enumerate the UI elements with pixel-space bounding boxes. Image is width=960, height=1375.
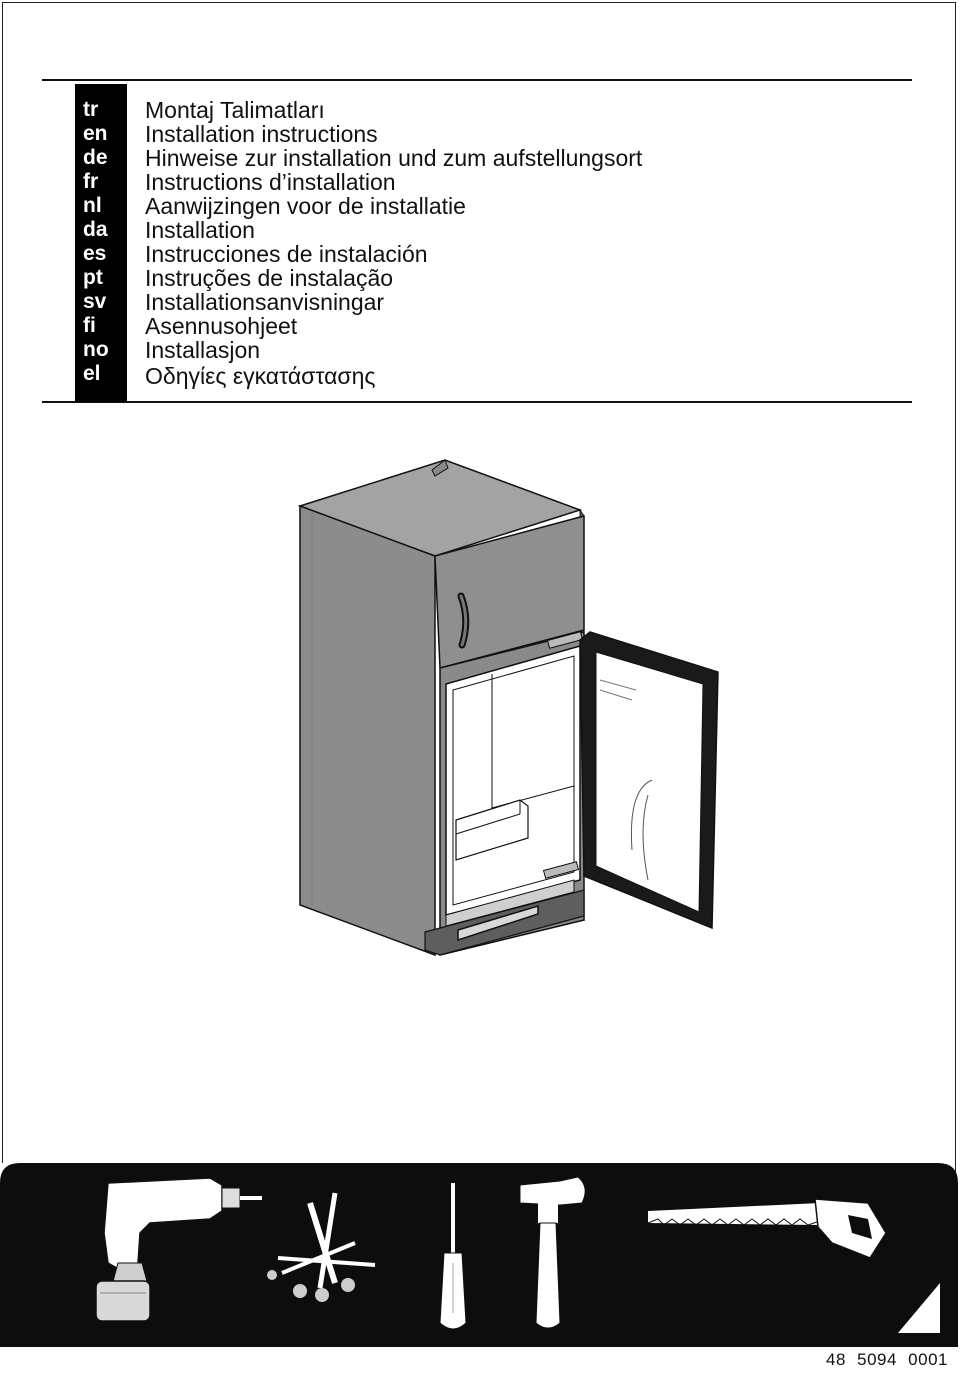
- lang-code-el: el: [83, 362, 101, 385]
- title-en: Installation instructions: [145, 121, 378, 147]
- title-da: Installation: [145, 217, 255, 243]
- title-es: Instrucciones de instalación: [145, 241, 428, 267]
- lang-code-da: da: [83, 218, 108, 241]
- title-fi: Asennusohjeet: [145, 313, 298, 339]
- title-nl: Aanwijzingen voor de installatie: [145, 193, 466, 219]
- cabinet-left-side: [300, 506, 435, 955]
- lang-code-no: no: [83, 338, 109, 361]
- title-de: Hinweise zur installation und zum aufstellungsort: [145, 145, 643, 171]
- lang-code-de: de: [83, 146, 108, 169]
- lang-code-en: en: [83, 122, 108, 145]
- door-glass-panel: [596, 652, 703, 912]
- lang-code-nl: nl: [83, 194, 102, 217]
- title-tr: Montaj Talimatları: [145, 97, 325, 123]
- lang-code-fr: fr: [83, 170, 99, 193]
- lang-code-sv: sv: [83, 290, 107, 313]
- tools-band: [0, 1163, 958, 1347]
- title-pt: Instruções de instalação: [145, 265, 394, 291]
- lang-code-fi: fi: [83, 314, 96, 337]
- title-el: Οδηγίες εγκατάστασης: [145, 363, 376, 389]
- title-fr: Instructions d’installation: [145, 169, 396, 195]
- title-sv: Installationsanvisningar: [145, 289, 385, 315]
- lang-code-es: es: [83, 242, 107, 265]
- title-no: Installasjon: [145, 337, 261, 363]
- lang-code-pt: pt: [83, 266, 103, 289]
- lang-code-tr: tr: [83, 98, 99, 121]
- document-number: 48 5094 0001: [826, 1350, 948, 1369]
